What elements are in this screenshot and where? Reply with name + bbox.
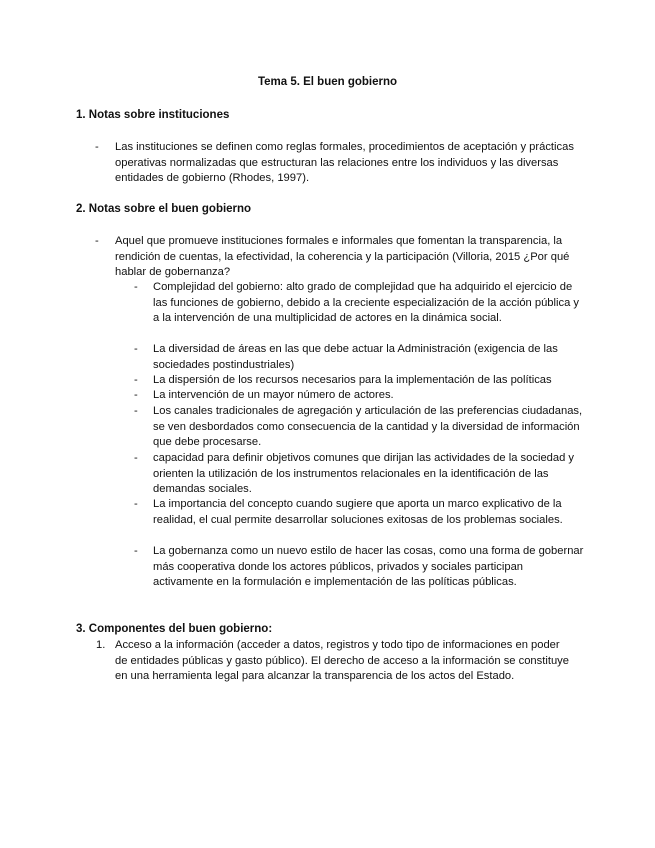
sublist-item-text: Los canales tradicionales de agregación y articulación de las preferencias ciudadanas, se ven desbordados como consecuencia de la cantidad y la diversidad de información que debe procesarse. <box>153 405 583 449</box>
sublist-item-text: La gobernanza como un nuevo estilo de hacer las cosas, como una forma de gobernar más cooperativa donde los actores públicos, privados y sociales participan activamente en la formulación e implementación de las políticas públicas. <box>153 545 584 589</box>
list-item-text: Aquel que promueve instituciones formales e informales que fomentan la transparencia, la rendición de cuentas, la efectividad, la coherencia y la participación (Villoria, 2015 ¿Por qué hablar de gobernanza? <box>115 235 570 279</box>
list-item <box>95 140 585 187</box>
list-item-text: Las instituciones se definen como reglas formales, procedimientos de aceptación y prácticas operativas normalizadas que estructuran las relaciones entre los individuos y las diversas entidades de gobierno (Rhodes, 1997). <box>115 141 574 185</box>
sublist-item <box>134 342 585 373</box>
bullet-marker: - <box>134 452 138 464</box>
numbered-item-text: Acceso a la información (acceder a datos, registros y todo tipo de informaciones en poder de entidades públicas y gasto público). El derecho de acceso a la información se constituye en una herramienta legal para alcanzar la transparencia de los actos del Estado. <box>115 639 569 683</box>
sublist-item-text: Complejidad del gobierno: alto grado de complejidad que ha adquirido el ejercicio de las funciones de gobierno, debido a la creciente especialización de la acción pública y a la intervención de una multiplicidad de actores en la dinámica social. <box>153 281 580 325</box>
bullet-marker: - <box>134 389 138 401</box>
sublist-item-text: capacidad para definir objetivos comunes que dirijan las actividades de la sociedad y orienten la utilización de los instrumentos relacionales en la identificación de las demandas sociales. <box>153 452 575 496</box>
sublist-item-text: La intervención de un mayor número de actores. <box>153 389 394 401</box>
sublist-item <box>134 404 585 451</box>
bullet-marker: - <box>134 405 138 417</box>
sublist-item-text: La dispersión de los recursos necesarios para la implementación de las políticas <box>153 374 552 386</box>
bullet-marker: - <box>95 141 99 153</box>
bullet-marker: - <box>134 343 138 355</box>
numbered-item <box>96 638 570 685</box>
bullet-marker: - <box>134 498 138 510</box>
section-heading-instituciones: 1. Notas sobre instituciones <box>76 109 230 121</box>
bullet-marker: - <box>95 235 99 247</box>
bullet-marker: - <box>134 281 138 293</box>
section-heading-buen-gobierno: 2. Notas sobre el buen gobierno <box>76 203 252 215</box>
sublist-item <box>134 388 585 404</box>
sublist-item-text: La importancia del concepto cuando sugiere que aporta un marco explicativo de la realidad, el cual permite desarrollar soluciones exitosas de los problemas sociales. <box>153 498 563 526</box>
bullet-marker: - <box>134 545 138 557</box>
sublist-item <box>134 280 585 327</box>
sublist-item <box>134 497 585 528</box>
sublist-item <box>134 373 585 389</box>
number-marker: 1. <box>96 639 106 651</box>
sublist-item <box>134 544 585 591</box>
document-title: Tema 5. El buen gobierno <box>257 76 398 88</box>
sublist-item-text: La diversidad de áreas en las que debe actuar la Administración (exigencia de las sociedades postindustriales) <box>153 343 558 371</box>
list-item <box>95 234 585 281</box>
bullet-marker: - <box>134 374 138 386</box>
section-heading-componentes: 3. Componentes del buen gobierno: <box>76 623 273 635</box>
sublist-item <box>134 451 585 498</box>
